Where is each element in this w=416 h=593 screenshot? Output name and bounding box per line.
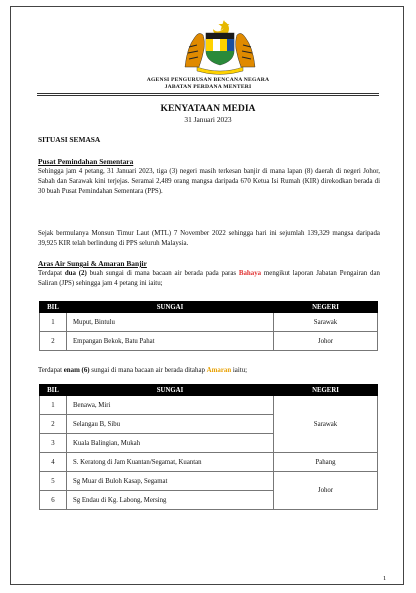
bahaya-label: Bahaya (238, 270, 262, 277)
table-row: 3 Kuala Balingian, Mukah (40, 434, 378, 453)
table-row: 1 Muput, Bintulu Sarawak (40, 313, 378, 332)
header-divider (37, 93, 379, 94)
column-header-negeri: NEGERI (274, 385, 378, 396)
document-title: KENYATAAN MEDIA (160, 103, 256, 114)
column-header-bil: BIL (40, 385, 67, 396)
table-bahaya (39, 301, 378, 351)
page-number: 1 (383, 575, 387, 582)
table-row: 4 S. Keratong di Jam Kuantan/Segamat, Kuantan Pahang (40, 453, 378, 472)
paragraph-bahaya-intro: Terdapat dua (2) buah sungai di mana bacaan air berada pada paras Bahaya mengikut laporan Jabatan Pengairan dan Saliran (JPS) sehingga jam 4 petang ini iaitu; (38, 270, 381, 288)
malaysia-coat-of-arms-icon (177, 17, 263, 75)
table-row: 2 Selangau B, Sibu (40, 415, 378, 434)
section-heading-pps: Pusat Pemindahan Sementara (38, 157, 134, 166)
paragraph-pps-2: Sejak bermulanya Monsun Timur Laut (MTL) 7 November 2022 sehingga hari ini sejumlah 139,329 mangsa daripada 39,925 KIR telah berlindung di PPS seluruh Malaysia. (38, 230, 380, 248)
document-page (10, 6, 404, 585)
section-heading-river: Aras Air Sungai & Amaran Banjir (38, 259, 147, 268)
department-name: JABATAN PERDANA MENTERI (164, 84, 252, 90)
table-row: 5 Sg Muar di Buloh Kasap, Segamat Johor (40, 472, 378, 491)
paragraph-amaran-intro: Terdapat enam (6) sungai di mana bacaan air berada ditahap Amaran iaitu; (38, 367, 248, 374)
column-header-bil: BIL (40, 302, 67, 313)
amaran-label: Amaran (206, 367, 232, 374)
column-header-sungai: SUNGAI (67, 302, 274, 313)
document-date: 31 Januari 2023 (184, 115, 232, 124)
paragraph-pps-1: Sehingga jam 4 petang, 31 Januari 2023, tiga (3) negeri masih terkesan banjir di mana lapan (8) daerah di negeri Johor, Sabah dan Sarawak kini terjejas. Seramai 2,489 orang mangsa daripada 670 Ketua Isi Rumah (KIR) direkodkan berada di 30 buah Pusat Pemindahan Sementara (PPS). (38, 168, 380, 196)
column-header-negeri: NEGERI (274, 302, 378, 313)
table-row: 1 Benawa, Miri Sarawak (40, 396, 378, 415)
table-row: 2 Empangan Bekok, Batu Pahat Johor (40, 332, 378, 351)
header-divider (37, 95, 379, 96)
table-row: 6 Sg Endau di Kg. Labong, Mersing (40, 491, 378, 510)
table-amaran (39, 384, 378, 510)
section-heading-situasi: SITUASI SEMASA (38, 135, 101, 144)
agency-name: AGENSI PENGURUSAN BENCANA NEGARA (146, 77, 270, 83)
column-header-sungai: SUNGAI (67, 385, 274, 396)
